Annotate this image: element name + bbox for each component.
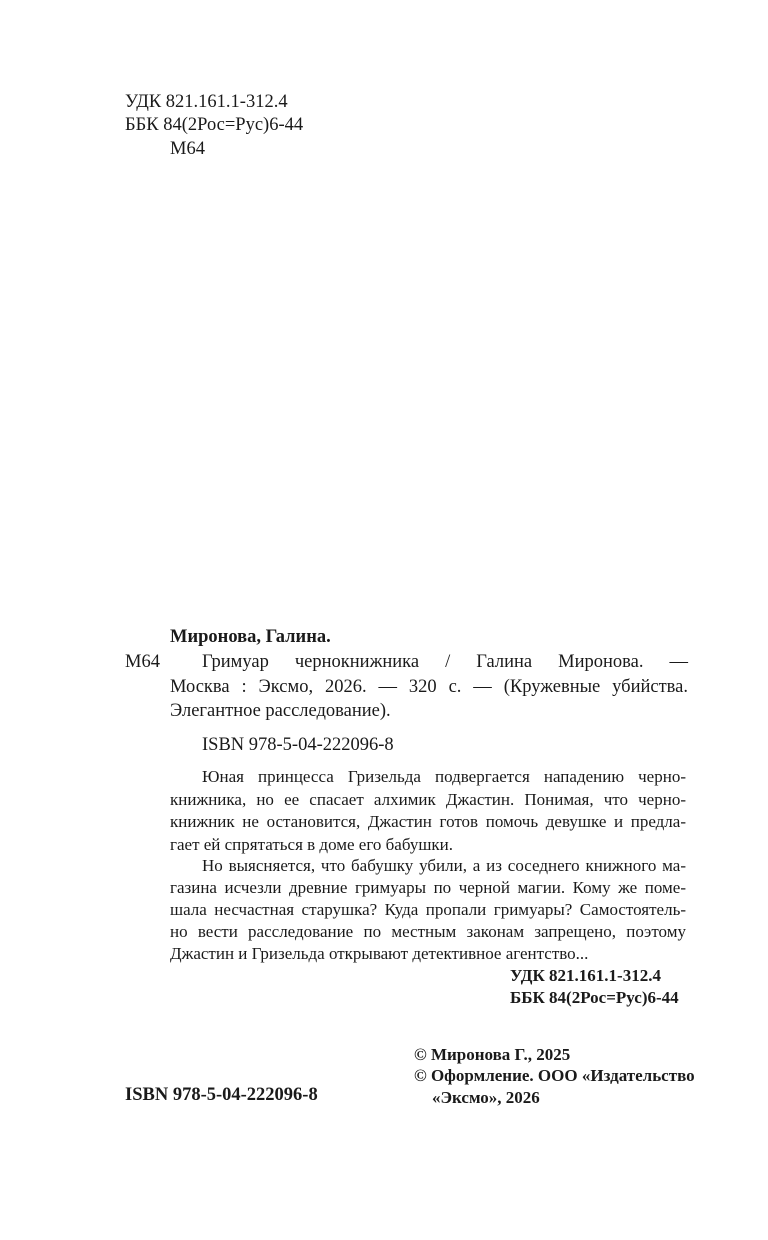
- annotation-p1-line: гает ей спрятаться в доме его бабушки.: [170, 835, 454, 854]
- annotation-p2-line: Джастин и Гризельда открывают детективное агентство...: [170, 944, 589, 963]
- entry-line-2: Москва : Эксмо, 2026. — 320 с. — (Кружевные убийства.: [170, 677, 688, 697]
- annotation-p1-line: книжника, но ее спасает алхимик Джастин. Понимая, что черно-: [170, 790, 686, 809]
- annotation-p1-line: Юная принцесса Гризельда подвергается нападению черно-: [202, 767, 686, 786]
- isbn-bottom: ISBN 978-5-04-222096-8: [125, 1085, 318, 1105]
- udk-code-bottom: УДК 821.161.1-312.4: [510, 966, 661, 985]
- entry-author: Миронова, Галина.: [170, 627, 331, 647]
- entry-isbn: ISBN 978-5-04-222096-8: [202, 735, 394, 755]
- bbk-code-bottom: ББК 84(2Рос=Рус)6-44: [510, 988, 679, 1007]
- annotation-p1-line: книжник не остановится, Джастин готов помочь девушке и предла-: [170, 812, 686, 831]
- entry-line-1: Гримуар чернокнижника / Галина Миронова. —: [202, 652, 688, 672]
- udk-code-top: УДК 821.161.1-312.4: [125, 92, 288, 112]
- entry-code: М64: [125, 652, 160, 672]
- copyright-design: © Оформление. ООО «Издательство: [414, 1066, 695, 1085]
- author-mark-top: М64: [170, 139, 205, 159]
- annotation-p2-line: Но выясняется, что бабушку убили, а из соседнего книжного ма-: [202, 856, 686, 875]
- annotation-p2-line: газина исчезли древние гримуары по черной магии. Кому же поме-: [170, 878, 686, 897]
- copyright-author: © Миронова Г., 2025: [414, 1045, 571, 1064]
- annotation-p2-line: шала несчастная старушка? Куда пропали гримуары? Самостоятель-: [170, 900, 686, 919]
- entry-line-3: Элегантное расследование).: [170, 701, 391, 721]
- copyright-publisher: «Эксмо», 2026: [432, 1088, 540, 1107]
- annotation-p2-line: но вести расследование по местным законам запрещено, поэтому: [170, 922, 686, 941]
- bbk-code-top: ББК 84(2Рос=Рус)6-44: [125, 115, 304, 135]
